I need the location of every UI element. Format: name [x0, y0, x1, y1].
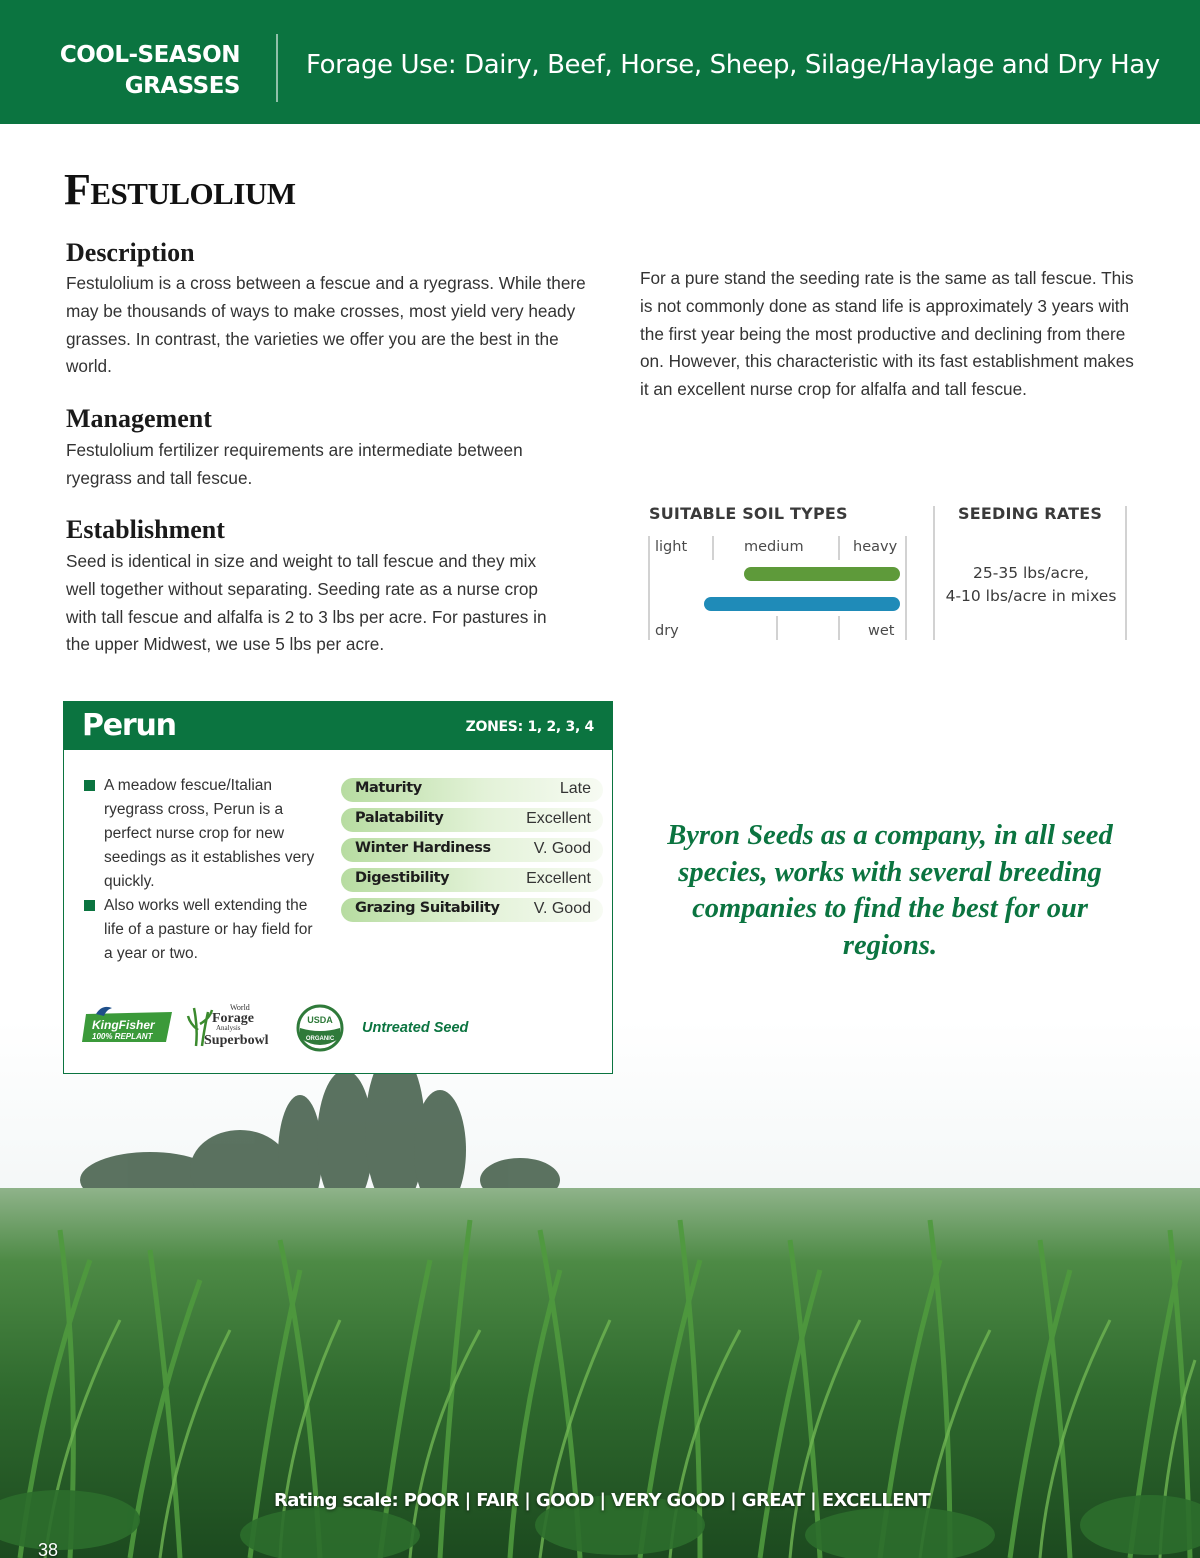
chart-divider	[933, 506, 935, 640]
soil-label-heavy: heavy	[853, 539, 898, 555]
rating-row-maturity	[341, 778, 603, 802]
forage-label: Forage	[212, 1011, 254, 1026]
header-band	[0, 0, 1200, 124]
soil-grid-line	[776, 616, 778, 640]
product-card	[63, 701, 613, 1074]
forage-use-text: Forage Use: Dairy, Beef, Horse, Sheep, Silage/Haylage and Dry Hay	[306, 50, 1160, 80]
rating-row-digestibility	[341, 868, 603, 892]
soil-label-dry: dry	[655, 623, 679, 639]
rating-value: Excellent	[526, 810, 591, 827]
right-column-text: For a pure stand the seeding rate is the same as tall fescue. This is not commonly done as stand life is approximately 3 years with the first year being the most productive and declining from there on. However, this characteristic with its fast establishment makes it an excellent nurse crop for alfalfa and tall fescue.	[640, 268, 1134, 400]
soil-grid-line	[905, 536, 907, 640]
kingfisher-name: KingFisher	[92, 1018, 155, 1032]
rating-row-winter-hardiness	[341, 838, 603, 862]
rating-value: V. Good	[533, 900, 591, 917]
establishment-text: Seed is identical in size and weight to tall fescue and they mix well together without separating. Seeding rate as a nurse crop with tall fescue and alfalfa is 2 to 3 lbs per acre. For pastures in the upper Midwest, we use 5 lbs per acre.	[66, 551, 547, 655]
product-card-header	[64, 702, 612, 750]
company-quote: Byron Seeds as a company, in all seed species, works with several breeding companies to find the best for our regions.	[667, 820, 1113, 961]
list-item: A meadow fescue/Italian ryegrass cross, Perun is a perfect nurse crop for new seedings as it establishes very quickly.	[84, 774, 324, 894]
seeding-rate-line-1: 25-35 lbs/acre,	[973, 564, 1089, 582]
world-label: World	[230, 1003, 250, 1012]
rating-value: Late	[559, 780, 591, 797]
description-text: Festulolium is a cross between a fescue and a ryegrass. While there may be thousands of ways to make crosses, most yield very heady grasses. In contrast, the varieties we offer you are the best in the world.	[66, 273, 586, 377]
rating-label: Digestibility	[355, 870, 450, 886]
page-number: 38	[38, 1540, 59, 1558]
establishment-heading: Establishment	[66, 515, 225, 544]
category-line-1: COOL-SEASON	[59, 42, 240, 68]
seeding-rate-line-2: 4-10 lbs/acre in mixes	[945, 587, 1117, 605]
rating-row-grazing-suitability	[341, 898, 603, 922]
superbowl-label: Superbowl	[204, 1033, 269, 1048]
soil-chart-title: SUITABLE SOIL TYPES	[649, 504, 848, 523]
soil-label-wet: wet	[868, 623, 895, 639]
soil-moisture-bar	[704, 597, 900, 611]
soil-grid-line	[648, 536, 650, 640]
product-zones: ZONES: 1, 2, 3, 4	[465, 719, 594, 735]
kingfisher-logo	[82, 1004, 174, 1044]
list-item: Also works well extending the life of a pasture or hay field for a year or two.	[84, 894, 324, 966]
rating-label: Palatability	[355, 810, 444, 826]
untreated-seed-label: Untreated Seed	[362, 1020, 469, 1036]
rating-label: Grazing Suitability	[355, 900, 500, 916]
rating-value: V. Good	[533, 840, 591, 857]
rating-value: Excellent	[526, 870, 591, 887]
product-name: Perun	[82, 708, 176, 743]
rating-row-palatability	[341, 808, 603, 832]
soil-label-medium: medium	[744, 539, 804, 555]
organic-label: ORGANIC	[305, 1036, 335, 1042]
rating-label: Maturity	[355, 780, 422, 796]
seeding-rates-title: SEEDING RATES	[958, 504, 1103, 523]
management-text: Festulolium fertilizer requirements are intermediate between ryegrass and tall fescue.	[66, 440, 523, 488]
category-line-2: GRASSES	[124, 73, 240, 99]
usda-organic-seal	[296, 1004, 344, 1052]
kingfisher-sub: 100% REPLANT	[92, 1032, 153, 1041]
soil-texture-bar	[744, 567, 900, 581]
description-heading: Description	[66, 238, 195, 267]
category-label	[40, 40, 240, 102]
soil-label-light: light	[655, 539, 688, 555]
rating-scale: Rating scale: POOR | FAIR | GOOD | VERY GOOD | GREAT | EXCELLENT	[274, 1490, 931, 1511]
soil-grid-line	[712, 536, 714, 560]
analysis-label: Analysis	[216, 1024, 241, 1032]
soil-grid-line	[838, 536, 840, 560]
field-photo	[0, 1020, 1200, 1558]
world-forage-superbowl-logo	[186, 1000, 276, 1048]
usda-label: USDA	[307, 1015, 333, 1025]
management-heading: Management	[66, 404, 212, 433]
product-bullets	[84, 774, 324, 966]
page-title: Festulolium	[64, 165, 296, 214]
soil-grid-line	[838, 616, 840, 640]
header-divider	[276, 34, 278, 102]
rating-label: Winter Hardiness	[355, 840, 491, 856]
